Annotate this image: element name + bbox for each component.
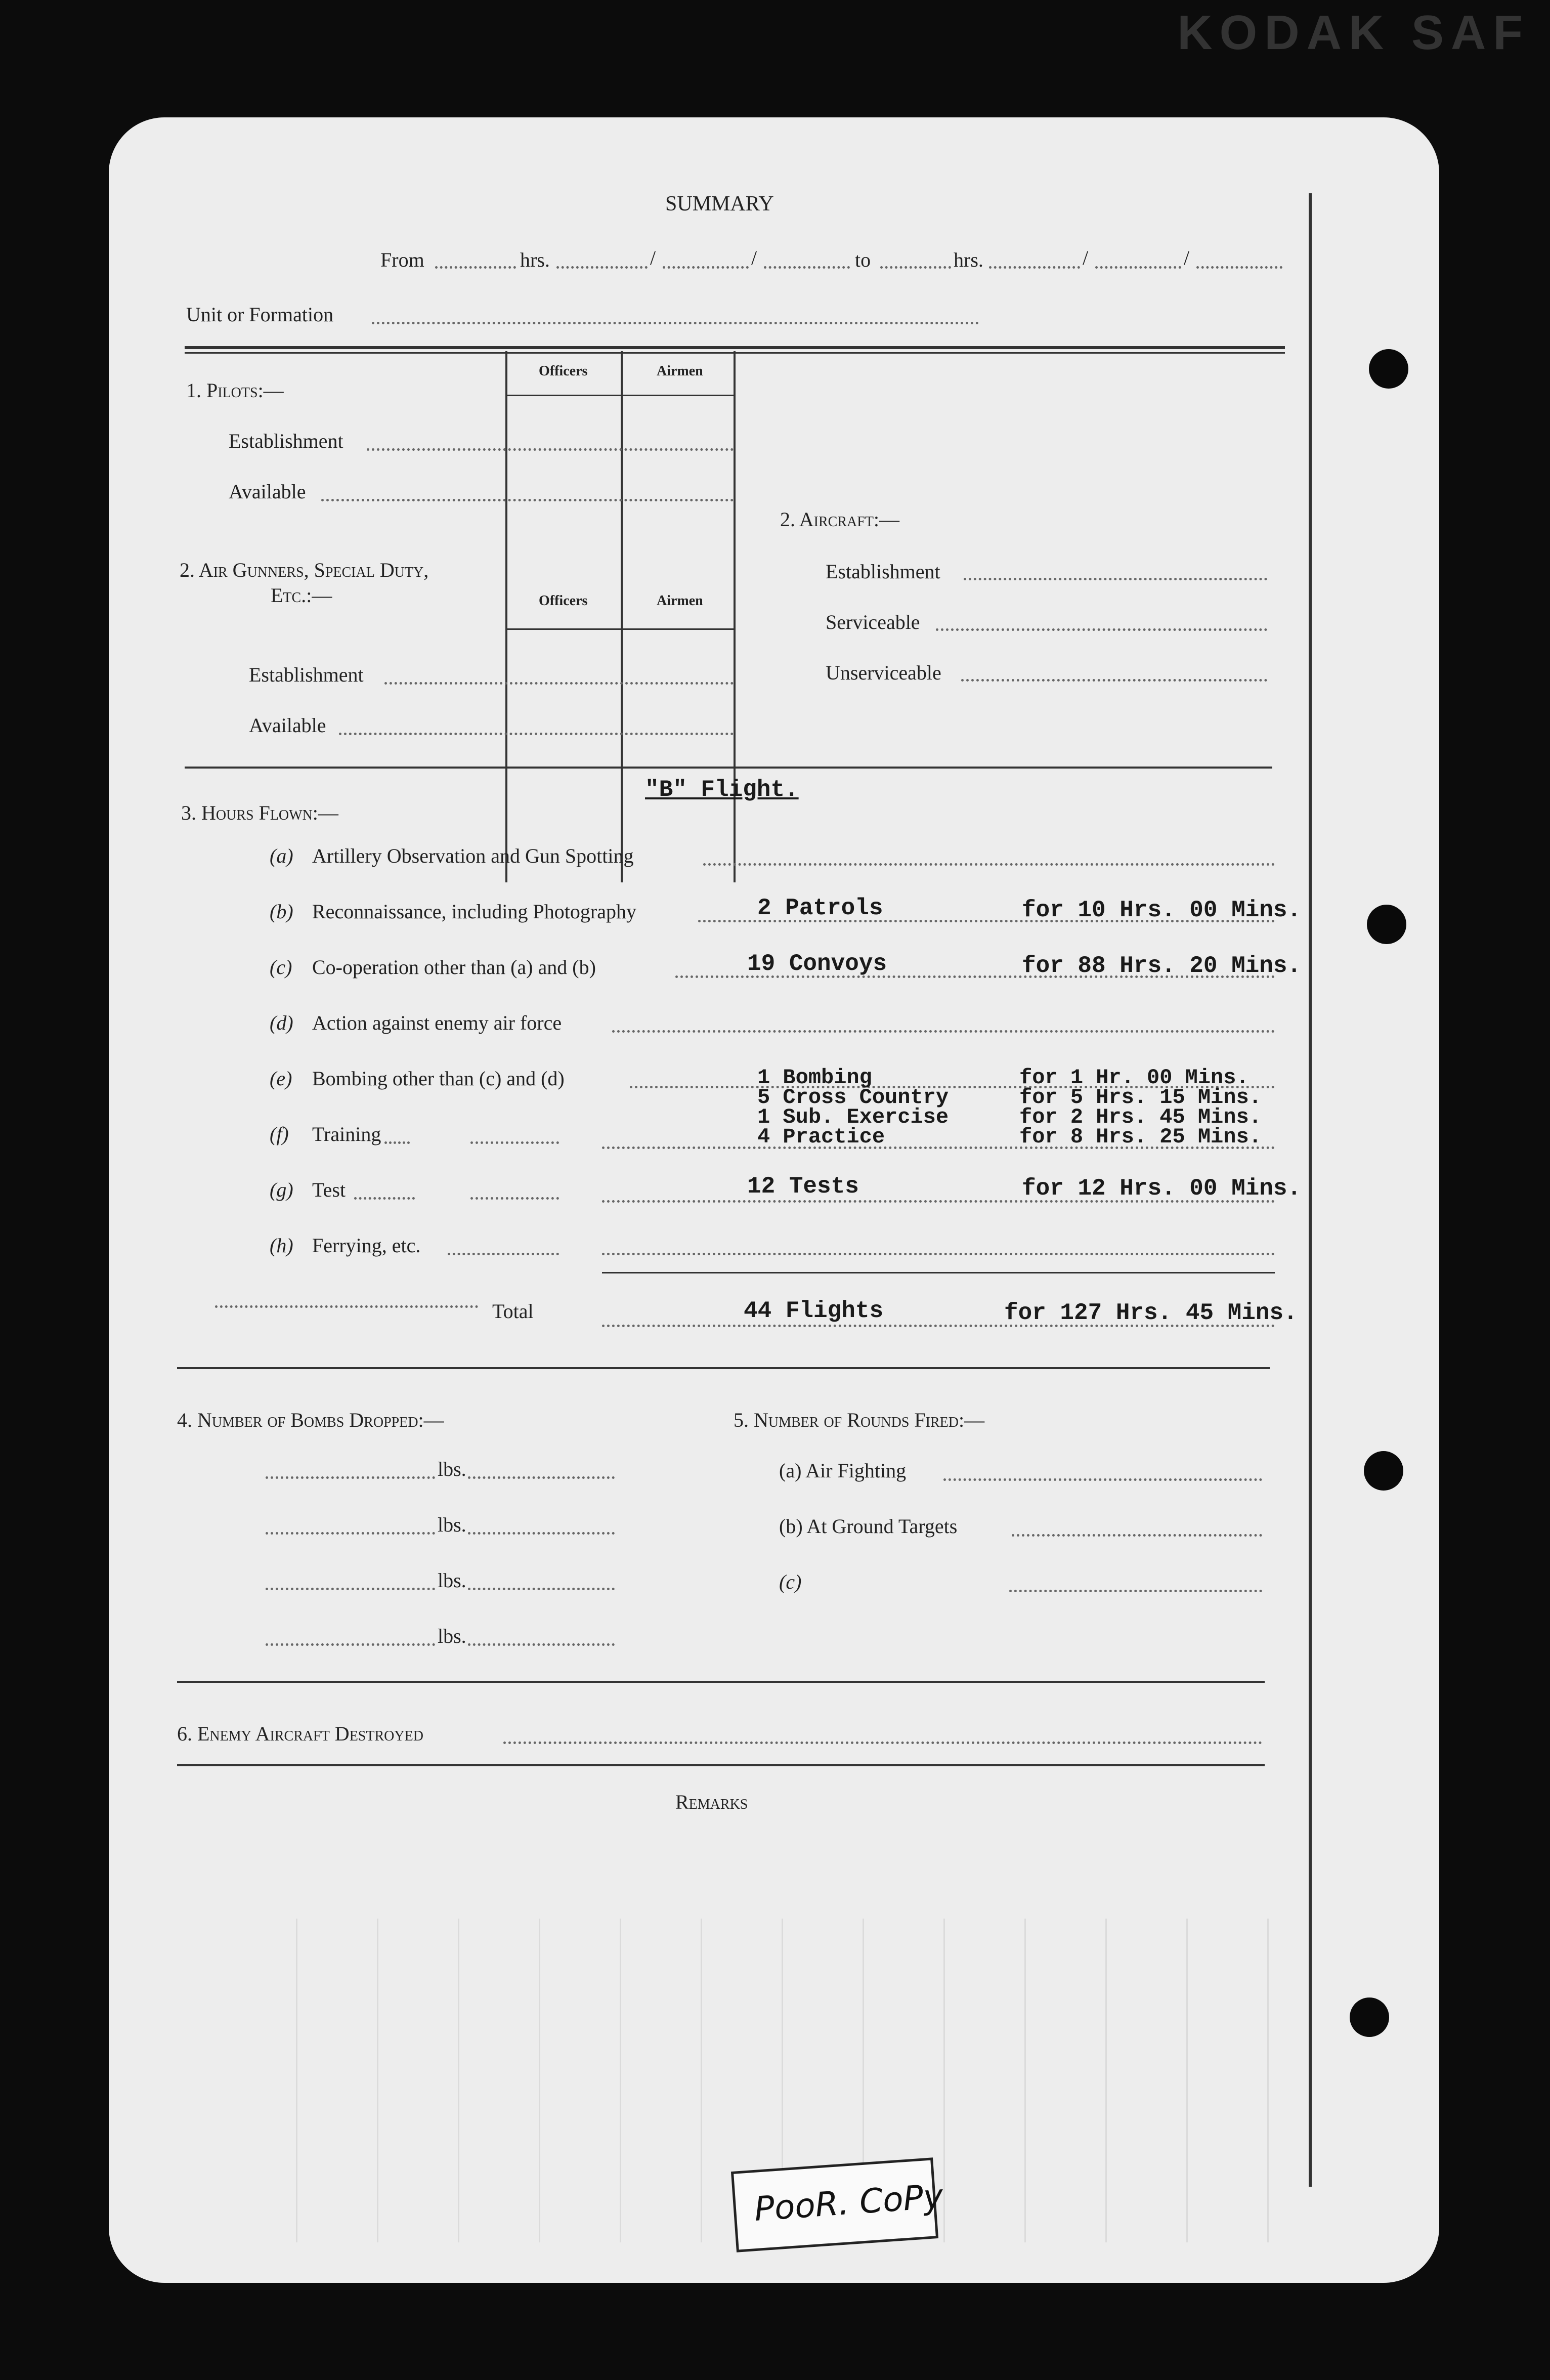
item-b-label: Reconnaissance, including Photography: [312, 900, 636, 923]
pilots-establishment-label: Establishment: [229, 430, 343, 452]
aircraft-serviceable-label: Serviceable: [826, 611, 920, 633]
to-year-field[interactable]: [1196, 266, 1282, 269]
from-slash-2: /: [751, 246, 757, 269]
gunners-officers-header: Officers: [539, 593, 588, 609]
stacked-entry-1: 1 Bombing: [757, 1066, 872, 1090]
binder-hole-4: [1350, 1998, 1389, 2037]
rounds-other-field[interactable]: [1009, 1590, 1262, 1592]
item-a-field[interactable]: [703, 863, 1275, 866]
item-h-label: Ferrying, etc.: [312, 1234, 421, 1257]
from-slash-1: /: [650, 246, 656, 269]
to-month-field[interactable]: [1095, 266, 1181, 269]
top-double-rule: [185, 346, 1285, 349]
aircraft-establishment-field[interactable]: [964, 578, 1267, 580]
bombs-row-4-value[interactable]: [468, 1643, 615, 1646]
bombs-row-4-unit: lbs.: [438, 1625, 466, 1647]
item-h-field[interactable]: [602, 1253, 1275, 1255]
item-g-time: for 12 Hrs. 00 Mins.: [1022, 1175, 1302, 1202]
gunners-airmen-header: Airmen: [657, 593, 703, 609]
unit-field[interactable]: [372, 322, 979, 324]
to-label: to: [855, 248, 871, 271]
bombs-row-2-unit: lbs.: [438, 1513, 466, 1536]
table-header-rule-2: [506, 628, 734, 630]
table-col-1: [505, 351, 507, 882]
summary-form-sheet: [109, 117, 1439, 2283]
pilots-available-label: Available: [229, 480, 306, 503]
from-day-field[interactable]: [556, 266, 648, 269]
bombs-row-3-value[interactable]: [468, 1588, 615, 1590]
pilots-officers-header: Officers: [539, 363, 588, 379]
rounds-other-label: (c): [779, 1570, 802, 1593]
item-h-key: (h): [270, 1234, 293, 1257]
bombs-row-1-count[interactable]: [266, 1476, 435, 1479]
hours-flown-label: 3. Hours Flown:—: [181, 801, 338, 824]
item-f-dots-2: [470, 1141, 559, 1144]
rounds-ground-field[interactable]: [1012, 1534, 1262, 1537]
item-g-entry: 12 Tests: [747, 1173, 859, 1200]
total-rule: [602, 1272, 1275, 1273]
item-g-label: Test: [312, 1178, 346, 1201]
gunners-available-field[interactable]: [339, 733, 734, 735]
item-d-key: (d): [270, 1011, 293, 1034]
poor-copy-stamp: [731, 2157, 944, 2252]
bombs-label: 4. Number of Bombs Dropped:—: [177, 1409, 444, 1431]
item-e-label: Bombing other than (c) and (d): [312, 1067, 565, 1090]
bombs-row-2-count[interactable]: [266, 1532, 435, 1535]
pilots-available-field[interactable]: [321, 499, 734, 501]
flight-heading: "B" Flight.: [645, 777, 799, 803]
item-d-label: Action against enemy air force: [312, 1011, 562, 1034]
pilots-airmen-header: Airmen: [657, 363, 703, 379]
from-field[interactable]: [435, 266, 516, 269]
bombs-row-4-count[interactable]: [266, 1643, 435, 1646]
item-b-key: (b): [270, 900, 293, 923]
item-f-dots-1: [384, 1141, 410, 1144]
stacked-entry-4: 4 Practice: [757, 1125, 885, 1149]
aircraft-label: 2. Aircraft:—: [780, 508, 900, 531]
enemy-destroyed-label: 6. Enemy Aircraft Destroyed: [177, 1722, 423, 1745]
item-b-entry: 2 Patrols: [757, 895, 883, 921]
item-c-entry: 19 Convoys: [747, 951, 887, 977]
binder-hole-2: [1367, 905, 1406, 944]
item-f-field: [602, 1146, 1275, 1149]
stacked-time-2: for 5 Hrs. 15 Mins.: [1019, 1085, 1262, 1110]
enemy-destroyed-field[interactable]: [503, 1741, 1262, 1744]
gunners-establishment-field[interactable]: [384, 682, 734, 685]
to-day-field[interactable]: [989, 266, 1080, 269]
item-f-key: (f): [270, 1123, 289, 1145]
from-year-field[interactable]: [764, 266, 850, 269]
section-rule-after-aircraft: [185, 767, 1272, 769]
form-title: SUMMARY: [665, 192, 774, 216]
item-f-label: Training: [312, 1123, 381, 1145]
item-h-dots: [448, 1253, 559, 1255]
aircraft-unserviceable-field[interactable]: [961, 679, 1267, 682]
stacked-entry-2: 5 Cross Country: [757, 1085, 949, 1110]
bombs-row-2-value[interactable]: [468, 1532, 615, 1535]
stacked-time-3: for 2 Hrs. 45 Mins.: [1019, 1105, 1262, 1129]
stacked-entry-3: 1 Sub. Exercise: [757, 1105, 949, 1129]
film-edge-label: KODAK SAF: [1177, 6, 1530, 60]
total-label: Total: [492, 1300, 534, 1323]
to-slash-2: /: [1184, 246, 1190, 269]
from-label: From: [380, 248, 424, 271]
rounds-label: 5. Number of Rounds Fired:—: [734, 1409, 985, 1431]
table-header-rule-1: [506, 395, 734, 396]
section-rule-after-bombs: [177, 1681, 1265, 1683]
item-c-key: (c): [270, 956, 292, 979]
binder-hole-1: [1369, 349, 1408, 389]
item-g-dots-1: [354, 1197, 415, 1200]
item-a-key: (a): [270, 844, 293, 867]
aircraft-establishment-label: Establishment: [826, 560, 940, 583]
bombs-row-1-value[interactable]: [468, 1476, 615, 1479]
unit-label: Unit or Formation: [186, 303, 334, 326]
total-time: for 127 Hrs. 45 Mins.: [1004, 1300, 1298, 1326]
total-left-dots: [215, 1305, 478, 1308]
gunners-available-label: Available: [249, 714, 326, 737]
aircraft-serviceable-field[interactable]: [936, 628, 1267, 631]
remarks-label: Remarks: [675, 1791, 748, 1813]
to-hrs-label: hrs.: [954, 248, 983, 271]
item-g-dots-2: [470, 1197, 559, 1200]
item-g-key: (g): [270, 1178, 293, 1201]
bombs-row-3-count[interactable]: [266, 1588, 435, 1590]
item-a-label: Artillery Observation and Gun Spotting: [312, 844, 634, 867]
section-rule-after-hours: [177, 1367, 1270, 1369]
item-b-time: for 10 Hrs. 00 Mins.: [1022, 897, 1302, 923]
item-d-field[interactable]: [612, 1030, 1275, 1033]
total-entry: 44 Flights: [744, 1298, 884, 1324]
aircraft-unserviceable-label: Unserviceable: [826, 661, 941, 684]
stacked-time-1: for 1 Hr. 00 Mins.: [1019, 1066, 1249, 1090]
from-hrs-label: hrs.: [520, 248, 550, 271]
item-c-label: Co-operation other than (a) and (b): [312, 956, 596, 979]
stacked-time-4: for 8 Hrs. 25 Mins.: [1019, 1125, 1262, 1149]
item-c-time: for 88 Hrs. 20 Mins.: [1022, 953, 1302, 979]
rounds-ground-label: (b) At Ground Targets: [779, 1515, 958, 1538]
to-slash-1: /: [1083, 246, 1089, 269]
item-e-key: (e): [270, 1067, 292, 1090]
to-field[interactable]: [880, 266, 951, 269]
from-month-field[interactable]: [663, 266, 749, 269]
bombs-row-3-unit: lbs.: [438, 1569, 466, 1592]
poor-copy-stamp-text: PooR. CoPy: [753, 2177, 944, 2229]
rounds-air-fighting-label: (a) Air Fighting: [779, 1459, 907, 1482]
binder-hole-3: [1364, 1451, 1403, 1491]
pilots-label: 1. Pilots:—: [186, 379, 284, 402]
right-margin-rule: [1309, 193, 1312, 2187]
air-gunners-label-line2: Etc.:—: [271, 584, 332, 607]
gunners-establishment-label: Establishment: [249, 663, 364, 686]
air-gunners-label-line1: 2. Air Gunners, Special Duty,: [180, 559, 429, 581]
bombs-row-1-unit: lbs.: [438, 1458, 466, 1480]
pilots-establishment-field[interactable]: [367, 448, 734, 451]
section-rule-before-remarks: [177, 1764, 1265, 1766]
rounds-air-fighting-field[interactable]: [943, 1478, 1262, 1481]
table-col-2: [621, 351, 623, 882]
